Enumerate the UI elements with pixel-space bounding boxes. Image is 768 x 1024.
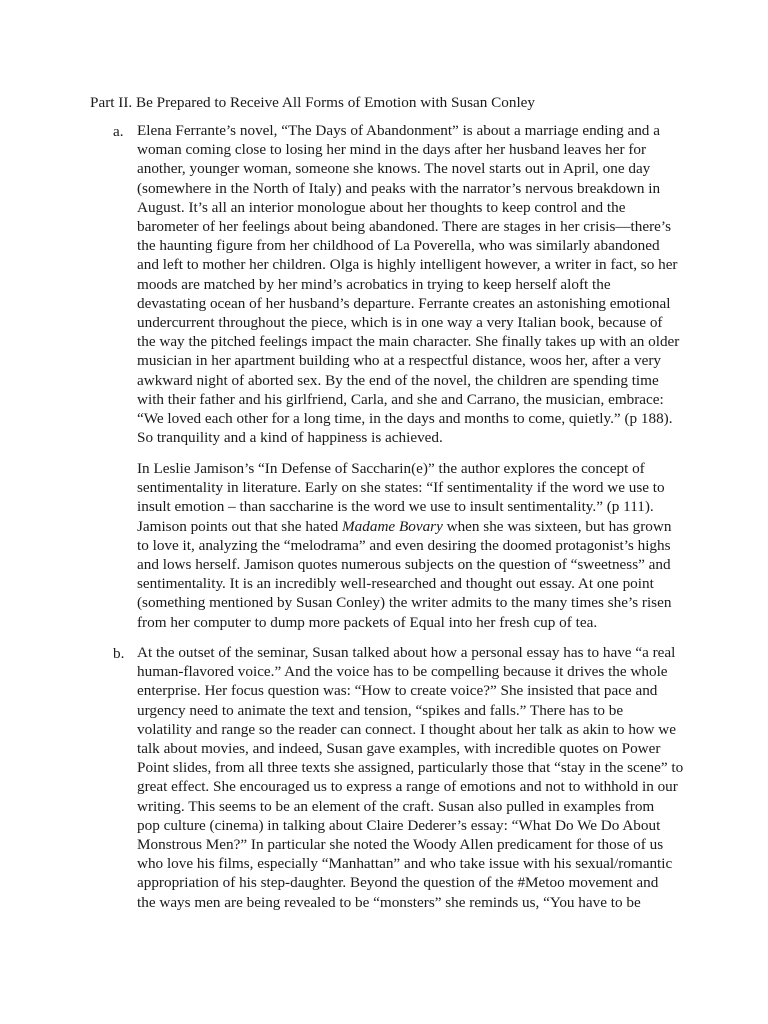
text-line: human-flavored voice.” And the voice has to be compelling because it drives the whole	[137, 663, 668, 681]
text-line: August. It’s all an interior monologue about her thoughts to keep control and the	[137, 198, 626, 216]
text-line	[137, 517, 697, 536]
text-line: woman coming close to losing her mind in the days after her husband leaves her for	[137, 141, 647, 159]
text-line: moods are matched by her mind’s acrobatics in trying to keep herself aloft the	[137, 275, 611, 293]
text-line: great effect. She encouraged us to express a range of emotions and not to withhold in our	[137, 778, 678, 796]
text-line: the way the pitched feelings impact the main character. She finally takes up with an older	[137, 333, 680, 351]
text-line: enterprise. Her focus question was: “How to create voice?” She insisted that pace and	[137, 682, 658, 700]
text-line: urgency need to animate the text and tension, “spikes and falls.” There has to be	[137, 701, 624, 719]
text-line: devastating ocean of her husband’s departure. Ferrante creates an astonishing emotional	[137, 294, 671, 312]
text-span: Jamison points out that she hated	[137, 517, 343, 535]
list-label-a: a.	[113, 123, 124, 140]
text-line: awkward night of aborted sex. By the end of the novel, the children are spending time	[137, 371, 659, 389]
text-line: writing. This seems to be an element of the craft. Susan also pulled in examples from	[137, 797, 655, 815]
text-line: (something mentioned by Susan Conley) the writer admits to the many times she’s risen	[137, 594, 672, 612]
text-line: and lows herself. Jamison quotes numerous subjects on the question of “sweetness” and	[137, 556, 671, 574]
text-line: So tranquility and a kind of happiness is achieved.	[137, 429, 443, 447]
text-line: (somewhere in the North of Italy) and peaks with the narrator’s nervous breakdown in	[137, 179, 661, 197]
text-span: when she was sixteen, but has grown	[442, 517, 672, 535]
text-line: talk about movies, and indeed, Susan gave examples, with incredible quotes on Power	[137, 740, 661, 758]
text-line: Point slides, from all three texts she assigned, particularly those that “stay in the scene” to	[137, 759, 684, 777]
text-line: the haunting figure from her childhood of La Poverella, who was similarly abandoned	[137, 237, 660, 255]
text-line: “We loved each other for a long time, in the days and months to come, quietly.” (p 188).	[137, 410, 673, 428]
text-line: insult emotion – than saccharine is the word we use to insult sentimentality.” (p 111).	[137, 498, 654, 516]
book-title-italic: Madame Bovary	[342, 517, 443, 535]
text-line: In Leslie Jamison’s “In Defense of Saccharin(e)” the author explores the concept of	[137, 460, 645, 477]
text-line: Elena Ferrante’s novel, “The Days of Abandonment” is about a marriage ending and a	[137, 122, 660, 139]
text-line: At the outset of the seminar, Susan talked about how a personal essay has to have “a real	[137, 644, 676, 661]
section-heading: Part II. Be Prepared to Receive All Forms of Emotion with Susan Conley	[90, 94, 536, 111]
text-line: volatility and range so the reader can connect. I thought about her talk as akin to how we	[137, 720, 676, 738]
paragraph-seminar	[137, 643, 697, 912]
text-line: sentimentality. It is an incredibly well-researched and thought out essay. At one point	[137, 575, 654, 593]
paragraph-jamison	[137, 459, 697, 632]
text-line: pop culture (cinema) in talking about Claire Dederer’s essay: “What Do We Do About	[137, 816, 661, 834]
text-line: sentimentality in literature. Early on she states: “If sentimentality if the word we use to	[137, 479, 665, 497]
text-line: and left to mother her children. Olga is highly intelligent however, a writer in fact, so her	[137, 256, 678, 274]
text-line: from her computer to dump more packets of Equal into her fresh cup of tea.	[137, 613, 598, 631]
text-line: Monstrous Men?” In particular she noted the Woody Allen predicament for those of us	[137, 836, 664, 854]
list-label-b: b.	[113, 645, 125, 662]
text-line: appropriation of his step-daughter. Beyond the question of the #Metoo movement and	[137, 874, 659, 892]
text-line: another, younger woman, someone she knows. The novel starts out in April, one day	[137, 160, 651, 178]
text-line: barometer of her feelings about being abandoned. There are stages in her crisis—there’s	[137, 218, 672, 236]
text-line: to love it, analyzing the “melodrama” and even desiring the doomed protagonist’s highs	[137, 536, 671, 554]
text-line: with their father and his girlfriend, Carla, and she and Carrano, the musician, embrace:	[137, 390, 664, 408]
text-line: the ways men are being revealed to be “monsters” she reminds us, “You have to be	[137, 893, 641, 911]
text-line: undercurrent throughout the piece, which is in one way a very Italian book, because of	[137, 314, 663, 332]
text-line: who love his films, especially “Manhattan” and who take issue with his sexual/romantic	[137, 855, 673, 873]
paragraph-ferrante	[137, 121, 697, 447]
text-line: musician in her apartment building who at a respectful distance, woos her, after a very	[137, 352, 662, 370]
